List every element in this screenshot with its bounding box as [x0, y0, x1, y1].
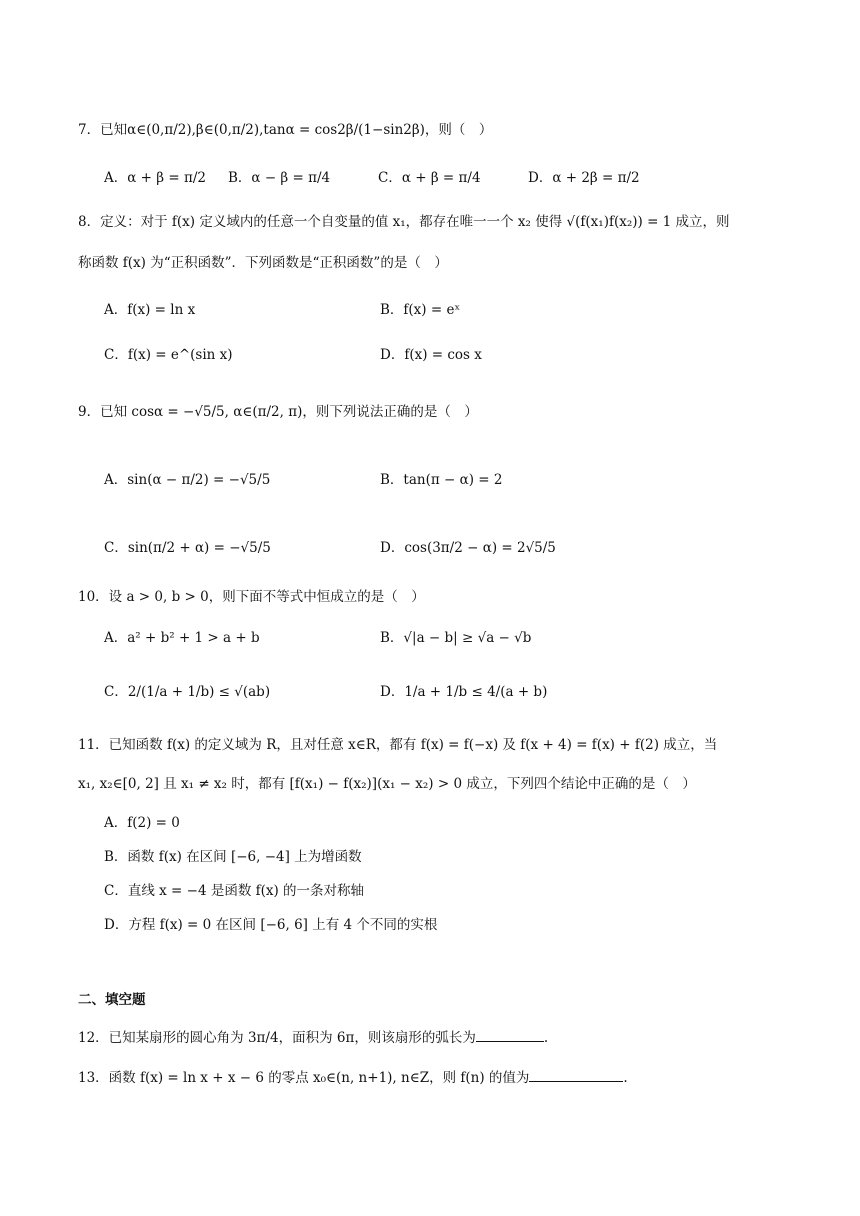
question-12-text: 12．已知某扇形的圆心角为 3π/4，面积为 6π，则该扇形的弧长为 [78, 1030, 476, 1046]
question-8-stem-line2: 称函数 f(x) 为“正积函数”．下列函数是“正积函数”的是（ ） [78, 255, 448, 271]
question-10-option-b: B．√|a − b| ≥ √a − √b [380, 630, 532, 646]
question-13-end: . [623, 1070, 628, 1086]
question-8-stem-line1: 8．定义：对于 f(x) 定义域内的任意一个自变量的值 x₁，都存在唯一一个 x₂ 使得 √(f(x₁)f(x₂)) = 1 成立，则 [78, 214, 730, 230]
question-8-option-b: B．f(x) = eˣ [380, 302, 461, 318]
question-7-stem: 7．已知α∈(0,π/2),β∈(0,π/2),tanα = cos2β/(1−sin2β)，则（ ） [78, 122, 493, 138]
question-9-option-d: D．cos(3π/2 − α) = 2√5/5 [380, 540, 556, 556]
question-8-option-d: D．f(x) = cos x [380, 347, 482, 363]
question-8-option-a: A．f(x) = ln x [104, 302, 196, 318]
question-13-text: 13．函数 f(x) = ln x + x − 6 的零点 x₀∈(n, n+1), n∈Z，则 f(n) 的值为 [78, 1070, 530, 1086]
question-7-option-d: D．α + 2β = π/2 [528, 170, 640, 186]
question-7-option-a: A．α + β = π/2 [104, 170, 206, 186]
question-11-stem-line2: x₁, x₂∈[0, 2] 且 x₁ ≠ x₂ 时，都有 [f(x₁) − f(x₂)](x₁ − x₂) > 0 成立，下列四个结论中正确的是（ ） [78, 776, 696, 792]
question-7-option-c: C．α + β = π/4 [378, 170, 481, 186]
question-8-option-c: C．f(x) = e^(sin x) [104, 347, 233, 363]
question-10-option-c: C．2/(1/a + 1/b) ≤ √(ab) [104, 684, 271, 700]
question-11-option-b: B．函数 f(x) 在区间 [−6, −4] 上为增函数 [104, 849, 362, 865]
question-7-option-b: B．α − β = π/4 [228, 170, 331, 186]
section-fill-blank-title: 二、填空题 [78, 992, 146, 1008]
question-12-answer-blank[interactable] [476, 1027, 544, 1042]
question-9-stem: 9．已知 cosα = −√5/5, α∈(π/2, π)，则下列说法正确的是（ ） [78, 404, 478, 420]
question-12-end: . [543, 1030, 549, 1046]
question-11-stem-line1: 11．已知函数 f(x) 的定义域为 R，且对任意 x∈R，都有 f(x) = f(−x) 及 f(x + 4) = f(x) + f(2) 成立，当 [78, 737, 718, 753]
question-13-answer-blank[interactable] [529, 1067, 623, 1082]
question-12 [78, 1026, 548, 1046]
question-11-option-a: A．f(2) = 0 [104, 815, 180, 831]
question-13 [78, 1066, 628, 1086]
question-9-option-b: B．tan(π − α) = 2 [380, 472, 503, 488]
question-11-option-d: D．方程 f(x) = 0 在区间 [−6, 6] 上有 4 个不同的实根 [104, 917, 438, 933]
question-10-stem: 10．设 a > 0, b > 0，则下面不等式中恒成立的是（ ） [78, 589, 425, 605]
question-9-option-a: A．sin(α − π/2) = −√5/5 [104, 472, 271, 488]
question-10-option-a: A．a² + b² + 1 > a + b [104, 630, 260, 646]
question-10-option-d: D．1/a + 1/b ≤ 4/(a + b) [380, 684, 548, 700]
question-9-option-c: C．sin(π/2 + α) = −√5/5 [104, 540, 271, 556]
question-11-option-c: C．直线 x = −4 是函数 f(x) 的一条对称轴 [104, 883, 365, 899]
